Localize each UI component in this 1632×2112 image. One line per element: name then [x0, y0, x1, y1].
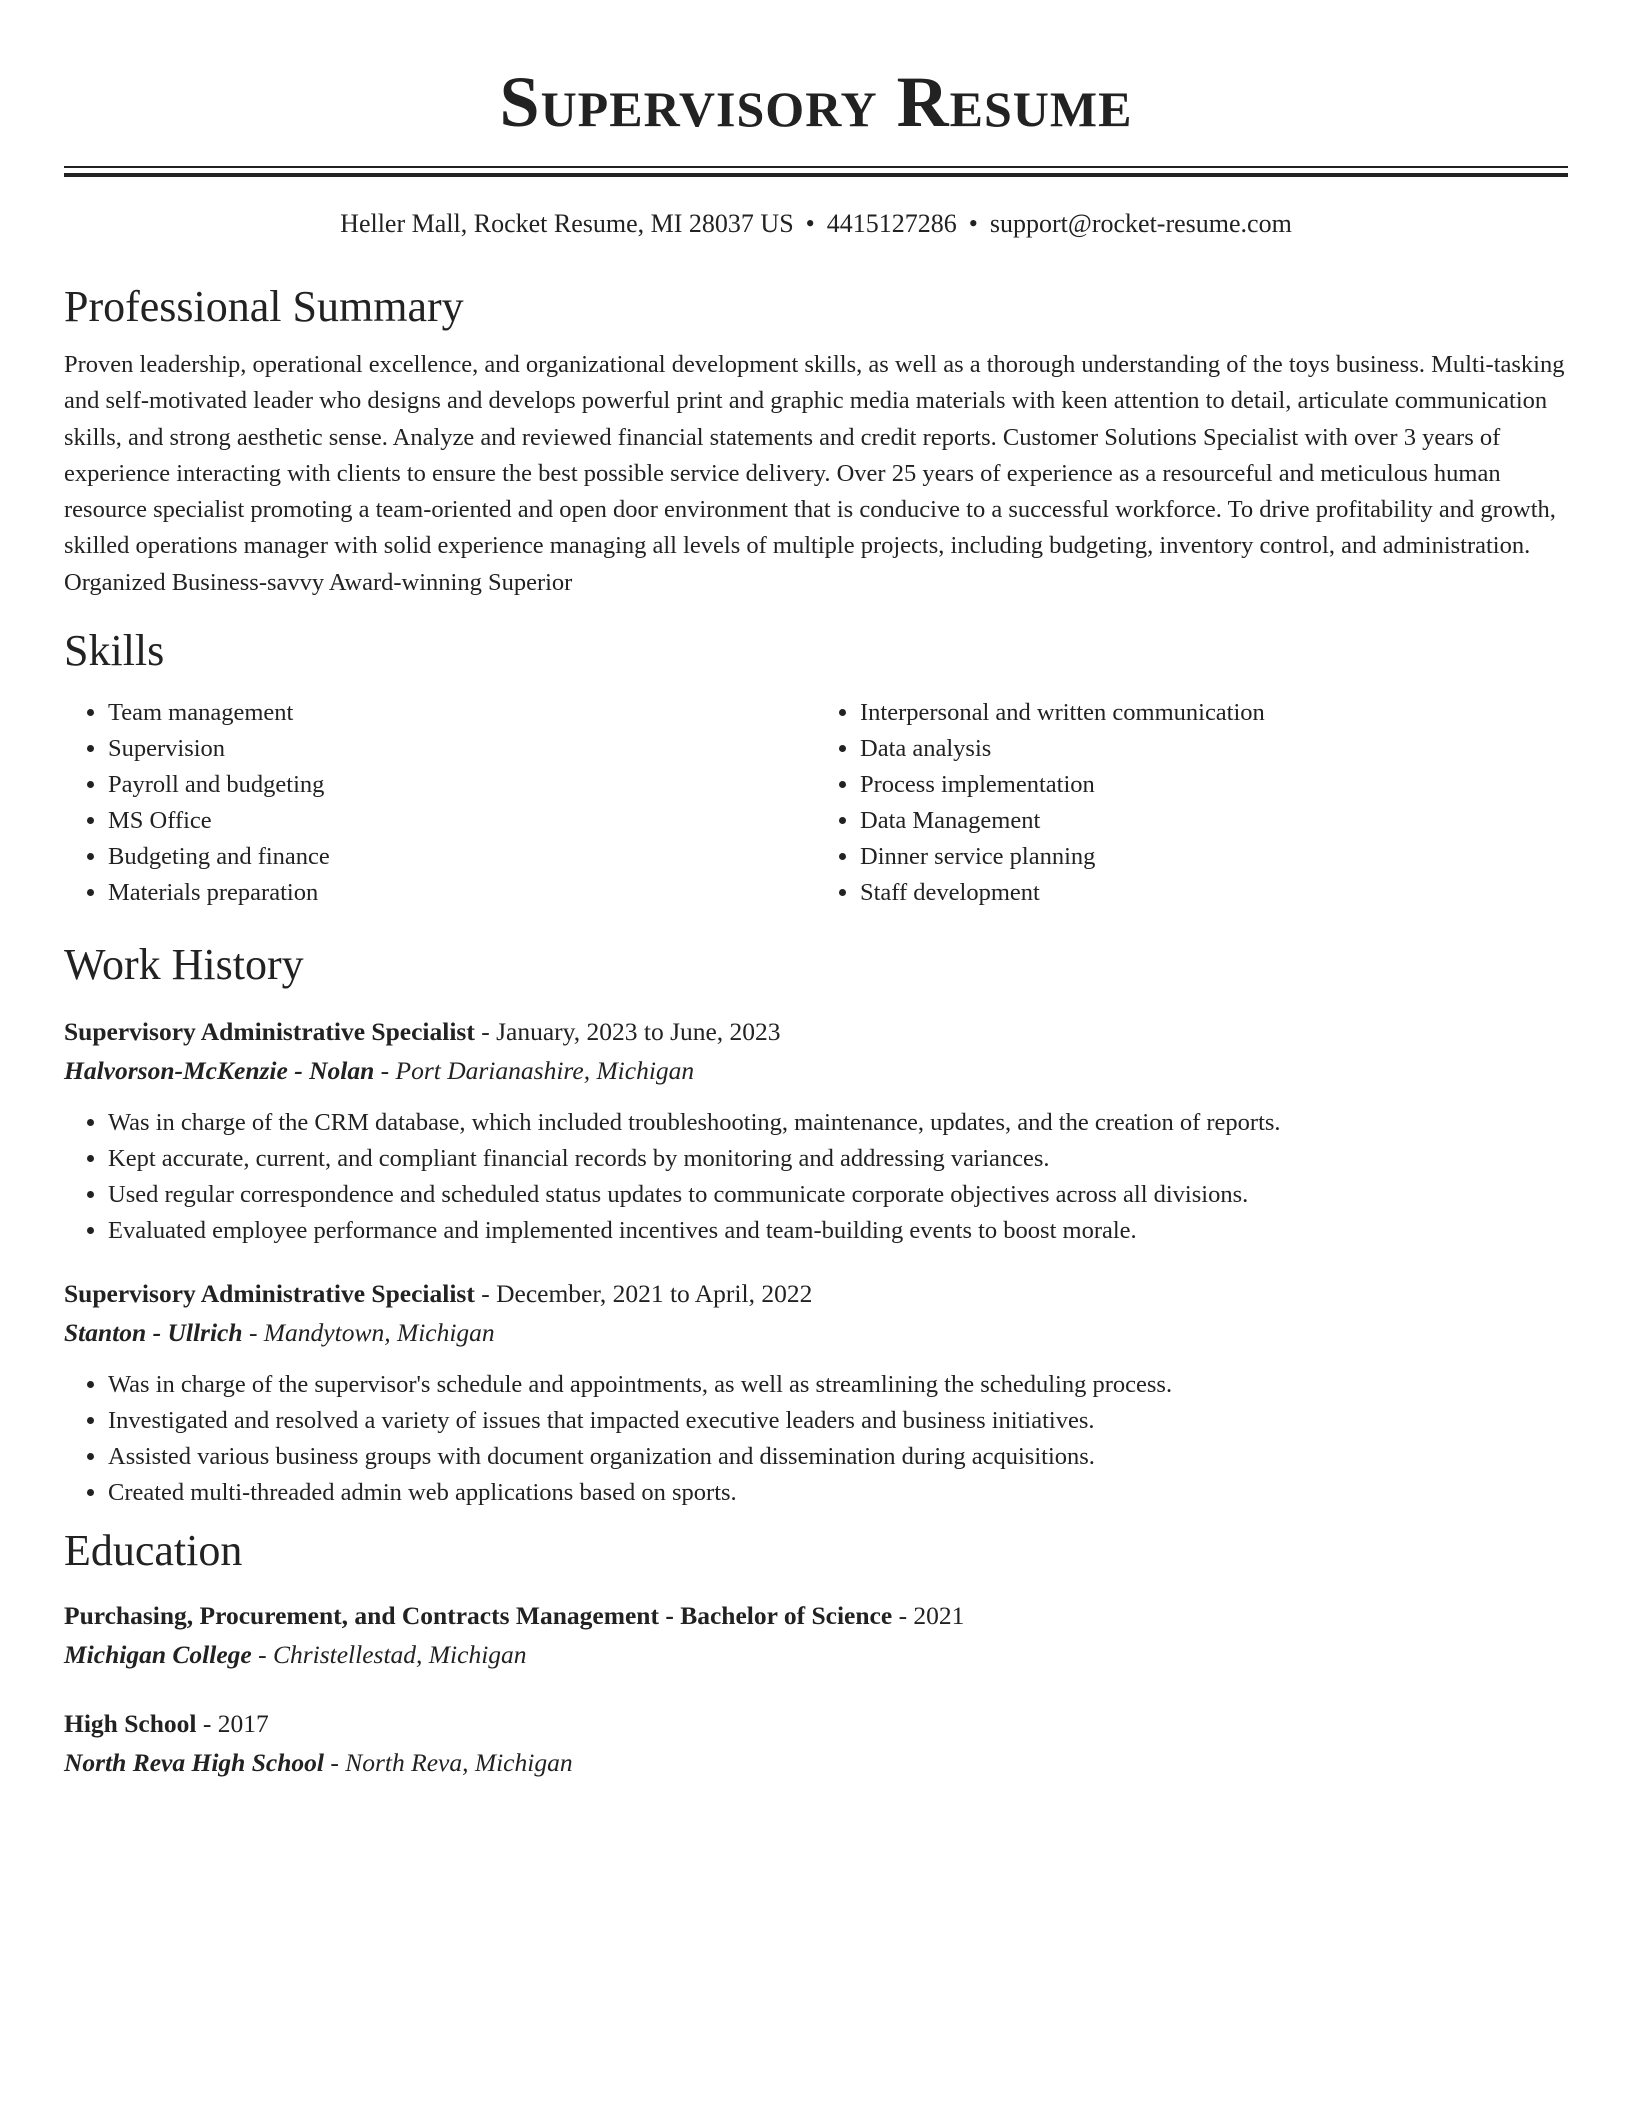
education-degree: Purchasing, Procurement, and Contracts Management - Bachelor of Science: [64, 1601, 893, 1631]
job-location: - Port Darianashire, Michigan: [374, 1056, 695, 1086]
job-title-line: [64, 1013, 1568, 1051]
job-bullet: • Investigated and resolved a variety of issues that impacted executive leaders and business initiatives.: [108, 1403, 1568, 1439]
skill-item: • Materials preparation: [108, 875, 816, 911]
contact-separator: •: [968, 209, 978, 238]
job-dates: - January, 2023 to June, 2023: [474, 1017, 781, 1047]
contact-address: Heller Mall, Rocket Resume, MI 28037 US: [340, 209, 794, 238]
job-company: Stanton - Ullrich: [64, 1318, 243, 1348]
title-divider: [64, 166, 1568, 177]
skill-item: • Staff development: [860, 875, 1568, 911]
job-entry: [64, 1275, 1568, 1511]
skills-grid: [64, 695, 1568, 911]
skill-item: • Team management: [108, 695, 816, 731]
skill-item: • Budgeting and finance: [108, 839, 816, 875]
education-year: - 2021: [892, 1601, 965, 1631]
contact-phone: 4415127286: [826, 209, 957, 238]
education-school: Michigan College: [64, 1640, 252, 1670]
education-school-line: [64, 1635, 1568, 1675]
skill-item: • Dinner service planning: [860, 839, 1568, 875]
education-school-line: [64, 1743, 1568, 1783]
work-history-heading: Work History: [64, 940, 304, 990]
education-entry: [64, 1597, 1568, 1675]
skill-item: • Data analysis: [860, 731, 1568, 767]
skill-item: • Supervision: [108, 731, 816, 767]
job-bullets: [64, 1105, 1568, 1249]
education-degree-line: [64, 1705, 1568, 1743]
contact-email: support@rocket-resume.com: [989, 209, 1292, 238]
education-school: North Reva High School: [64, 1748, 324, 1778]
education-location: - Christellestad, Michigan: [251, 1640, 527, 1670]
education-degree: High School: [64, 1709, 197, 1739]
education-degree-line: [64, 1597, 1568, 1635]
skill-item: • Data Management: [860, 803, 1568, 839]
job-company: Halvorson-McKenzie - Nolan: [64, 1056, 375, 1086]
job-company-line: [64, 1313, 1568, 1353]
job-bullet: • Was in charge of the supervisor's schedule and appointments, as well as streamlining the scheduling process.: [108, 1367, 1568, 1403]
contact-line: [64, 207, 1568, 241]
skill-item: • Interpersonal and written communication: [860, 695, 1568, 731]
skill-item: • Payroll and budgeting: [108, 767, 816, 803]
education-entry: [64, 1705, 1568, 1783]
job-bullet: • Used regular correspondence and scheduled status updates to communicate corporate objectives across all divisions.: [108, 1177, 1568, 1213]
job-entry: [64, 1013, 1568, 1249]
skill-item: • MS Office: [108, 803, 816, 839]
job-company-line: [64, 1051, 1568, 1091]
job-location: - Mandytown, Michigan: [242, 1318, 495, 1348]
job-bullet: • Evaluated employee performance and implemented incentives and team-building events to boost morale.: [108, 1213, 1568, 1249]
job-bullets: [64, 1367, 1568, 1511]
job-bullet: • Assisted various business groups with document organization and dissemination during acquisitions.: [108, 1439, 1568, 1475]
skill-item: • Process implementation: [860, 767, 1568, 803]
skills-list-left: [64, 695, 816, 911]
education-location: - North Reva, Michigan: [324, 1748, 573, 1778]
job-bullet: • Was in charge of the CRM database, which included troubleshooting, maintenance, updates, and the creation of reports.: [108, 1105, 1568, 1141]
education-heading: Education: [64, 1526, 243, 1576]
job-title-line: [64, 1275, 1568, 1313]
education-year: - 2017: [196, 1709, 269, 1739]
skills-list-right: [816, 695, 1568, 911]
summary-heading: Professional Summary: [64, 282, 464, 331]
contact-separator: •: [805, 209, 815, 238]
job-title: Supervisory Administrative Specialist: [64, 1279, 475, 1309]
skills-heading: Skills: [64, 626, 165, 676]
resume-title: Supervisory Resume: [499, 62, 1133, 142]
resume-page: [64, 0, 1568, 1783]
job-dates: - December, 2021 to April, 2022: [474, 1279, 813, 1309]
summary-text: Proven leadership, operational excellence, and organizational development skills, as well as a thorough understanding of the toys business. Multi-tasking and self-motivated leader who designs and develops powerful print and graphic media materials with keen attention to detail, articulate communication skills, and strong aesthetic sense. Analyze and reviewed financial statements and credit reports. Customer Solutions Specialist with over 3 years of experience interacting with clients to ensure the best possible service delivery. Over 25 years of experience as a resourceful and meticulous human resource specialist promoting a team-oriented and open door environment that is conducive to a successful workforce. To drive profitability and growth, skilled operations manager with solid experience managing all levels of multiple projects, including budgeting, inventory control, and administration. Organized Business-savvy Award-winning Superior: [64, 351, 1565, 596]
job-bullet: • Kept accurate, current, and compliant financial records by monitoring and addressing variances.: [108, 1141, 1568, 1177]
job-bullet: • Created multi-threaded admin web applications based on sports.: [108, 1475, 1568, 1511]
job-title: Supervisory Administrative Specialist: [64, 1017, 475, 1047]
